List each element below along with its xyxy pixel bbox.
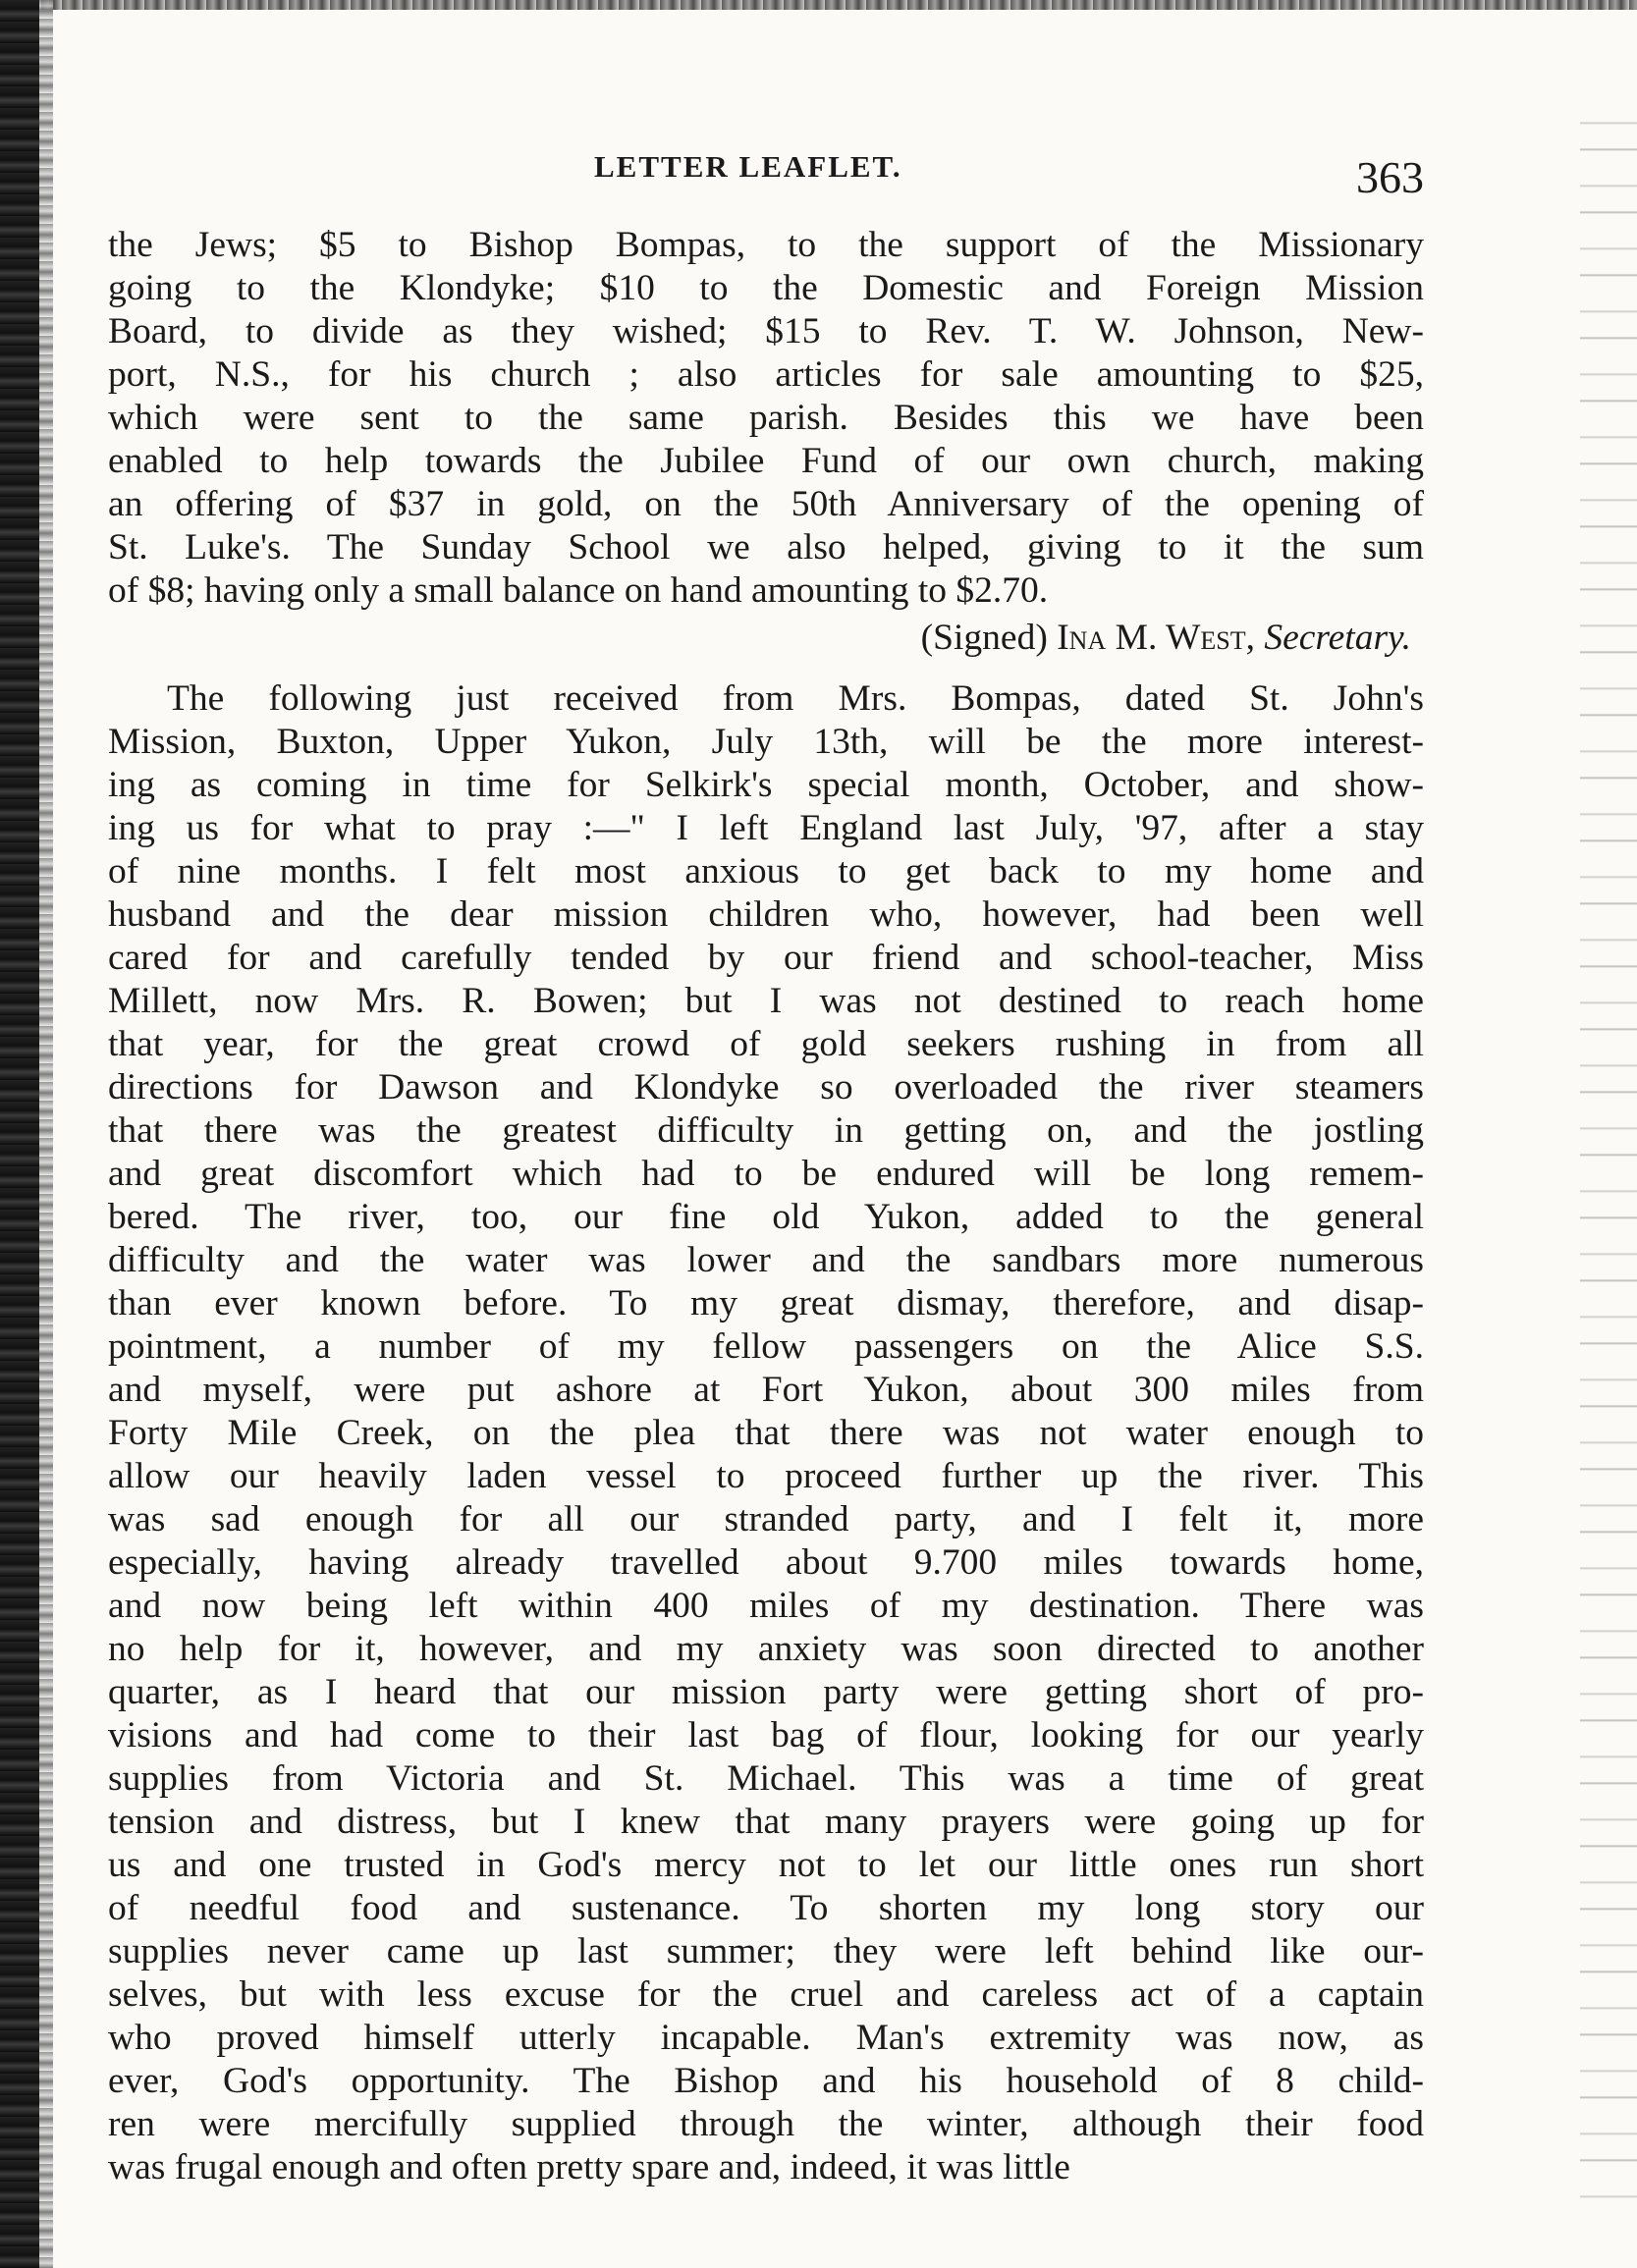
text-line: bered. The river, too, our fine old Yukon, added to the general bbox=[108, 1197, 1424, 1237]
running-head: LETTER LEAFLET. bbox=[594, 149, 902, 184]
signature-line bbox=[921, 617, 1411, 659]
text-line: directions for Dawson and Klondyke so overloaded the river steamers bbox=[108, 1067, 1424, 1107]
text-line: Board, to divide as they wished; $15 to Rev. T. W. Johnson, New- bbox=[108, 311, 1424, 351]
text-line: than ever known before. To my great dismay, therefore, and disap- bbox=[108, 1283, 1424, 1323]
text-line: was sad enough for all our stranded party, and I felt it, more bbox=[108, 1499, 1424, 1539]
text-line: ren were mercifully supplied through the winter, although their food bbox=[108, 2104, 1424, 2144]
text-line: no help for it, however, and my anxiety was soon directed to another bbox=[108, 1629, 1424, 1669]
text-line: ever, God's opportunity. The Bishop and his household of 8 child- bbox=[108, 2061, 1424, 2101]
text-line: Mission, Buxton, Upper Yukon, July 13th, will be the more interest- bbox=[108, 722, 1424, 762]
scan-right-margin-noise bbox=[1580, 88, 1637, 2209]
text-line: going to the Klondyke; $10 to the Domestic and Foreign Mission bbox=[108, 268, 1424, 308]
text-line: which were sent to the same parish. Besides this we have been bbox=[108, 398, 1424, 438]
text-line: and great discomfort which had to be endured will be long remem- bbox=[108, 1154, 1424, 1194]
text-line: enabled to help towards the Jubilee Fund of our own church, making bbox=[108, 441, 1424, 481]
text-line: cared for and carefully tended by our friend and school-teacher, Miss bbox=[108, 938, 1424, 978]
text-line: of needful food and sustenance. To shorten my long story our bbox=[108, 1888, 1424, 1928]
text-line: The following just received from Mrs. Bompas, dated St. John's bbox=[167, 678, 1424, 719]
text-line: supplies never came up last summer; they were left behind like our- bbox=[108, 1931, 1424, 1971]
text-line: visions and had come to their last bag of flour, looking for our yearly bbox=[108, 1715, 1424, 1755]
text-line: especially, having already travelled about 9.700 miles towards home, bbox=[108, 1542, 1424, 1583]
text-line: selves, but with less excuse for the cruel and careless act of a captain bbox=[108, 1974, 1424, 2015]
signature-name: Ina M. West, bbox=[1057, 618, 1256, 658]
signature-prefix: (Signed) bbox=[920, 618, 1048, 658]
page-header bbox=[118, 145, 1424, 204]
text-line: ing us for what to pray :—" I left England last July, '97, after a stay bbox=[108, 808, 1424, 848]
text-line: an offering of $37 in gold, on the 50th Anniversary of the opening of bbox=[108, 484, 1424, 524]
text-line: pointment, a number of my fellow passengers on the Alice S.S. bbox=[108, 1326, 1424, 1367]
text-line: of nine months. I felt most anxious to get back to my home and bbox=[108, 851, 1424, 891]
book-spine-shadow bbox=[39, 0, 53, 2268]
text-line: who proved himself utterly incapable. Man's extremity was now, as bbox=[108, 2018, 1424, 2058]
signature-title: Secretary. bbox=[1264, 618, 1411, 658]
paragraph-bompas-letter bbox=[108, 677, 1424, 2189]
text-line: of $8; having only a small balance on hand amounting to $2.70. bbox=[108, 570, 1049, 611]
text-line: tension and distress, but I knew that many prayers were going up for bbox=[108, 1802, 1424, 1842]
text-line: us and one trusted in God's mercy not to let our little ones run short bbox=[108, 1845, 1424, 1885]
text-line: the Jews; $5 to Bishop Bompas, to the support of the Missionary bbox=[108, 225, 1424, 265]
text-line: difficulty and the water was lower and the sandbars more numerous bbox=[108, 1240, 1424, 1280]
book-spine-edge bbox=[0, 0, 39, 2268]
text-line: and now being left within 400 miles of my destination. There was bbox=[108, 1586, 1424, 1626]
page-number: 363 bbox=[1356, 152, 1424, 202]
text-line: Forty Mile Creek, on the plea that there was not water enough to bbox=[108, 1413, 1424, 1453]
text-line: was frugal enough and often pretty spare and, indeed, it was little bbox=[108, 2147, 1070, 2187]
text-line: supplies from Victoria and St. Michael. This was a time of great bbox=[108, 1758, 1424, 1799]
text-line: Millett, now Mrs. R. Bowen; but I was not destined to reach home bbox=[108, 981, 1424, 1021]
text-line: ing as coming in time for Selkirk's special month, October, and show- bbox=[108, 765, 1424, 805]
text-line: allow our heavily laden vessel to proceed further up the river. This bbox=[108, 1456, 1424, 1496]
paragraph-donations bbox=[108, 224, 1424, 613]
text-line: St. Luke's. The Sunday School we also helped, giving to it the sum bbox=[108, 527, 1424, 567]
text-line: that year, for the great crowd of gold seekers rushing in from all bbox=[108, 1024, 1424, 1064]
text-line: husband and the dear mission children who, however, had been well bbox=[108, 894, 1424, 935]
text-line: and myself, were put ashore at Fort Yukon, about 300 miles from bbox=[108, 1370, 1424, 1410]
text-line: quarter, as I heard that our mission party were getting short of pro- bbox=[108, 1672, 1424, 1712]
text-line: that there was the greatest difficulty in getting on, and the jostling bbox=[108, 1110, 1424, 1151]
scan-top-edge bbox=[0, 0, 1637, 10]
text-line: port, N.S., for his church ; also articles for sale amounting to $25, bbox=[108, 354, 1424, 395]
